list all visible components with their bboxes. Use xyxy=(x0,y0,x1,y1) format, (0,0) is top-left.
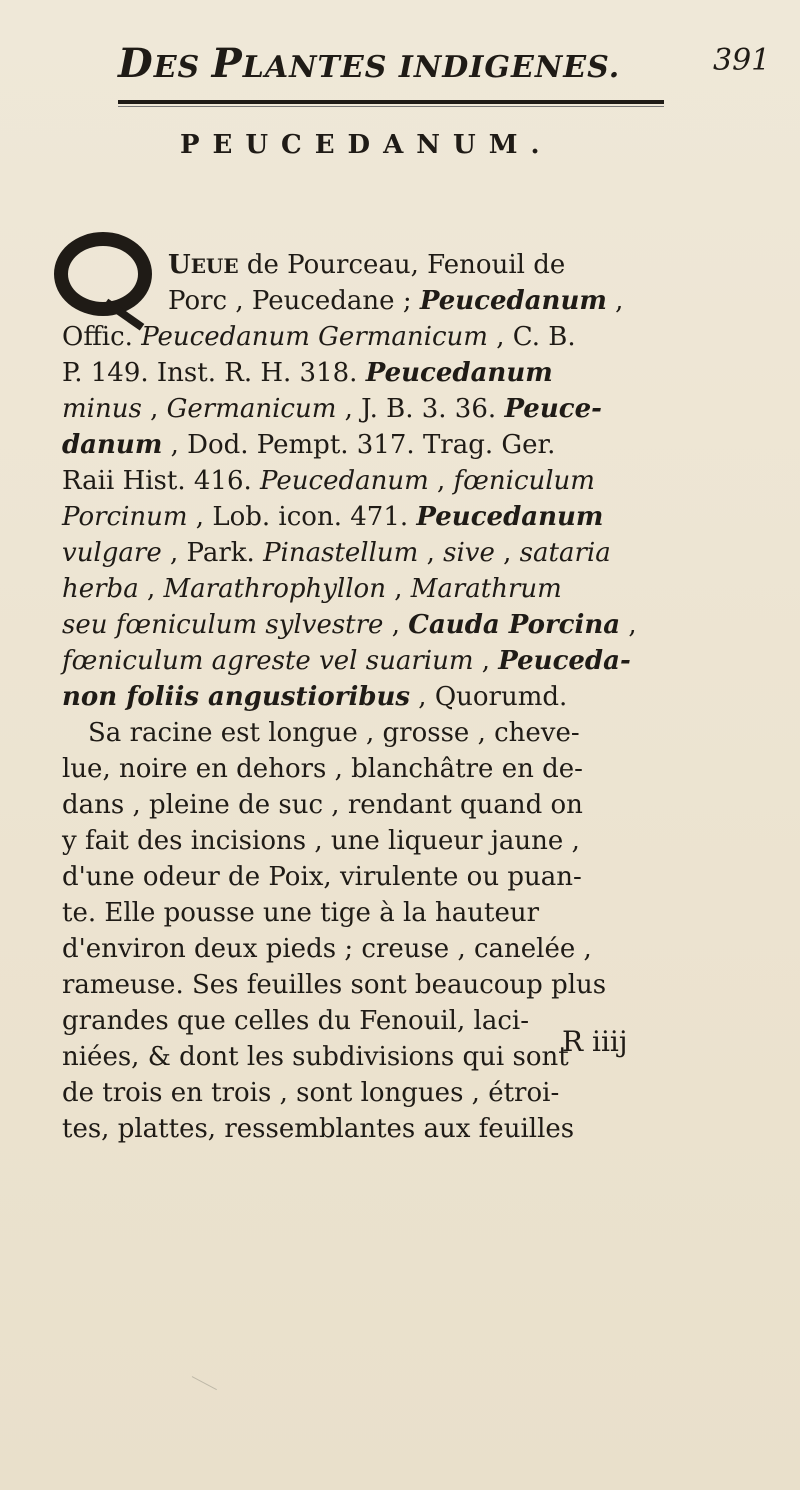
text-line xyxy=(62,824,580,858)
text-line xyxy=(62,1004,529,1038)
text-segment: fœniculum xyxy=(453,466,595,496)
text-line xyxy=(62,644,631,678)
text-segment: P. 149. Inst. R. H. 318. xyxy=(62,358,366,388)
text-segment: danum xyxy=(62,430,163,460)
text-segment: Porc , Peucedane ; xyxy=(168,286,420,316)
text-segment: Peucedanum xyxy=(419,286,607,316)
text-line xyxy=(62,608,637,642)
running-head xyxy=(118,40,620,87)
text-segment: , xyxy=(620,610,637,640)
text-segment: d'environ deux pieds ; creuse , canelée , xyxy=(62,934,592,964)
page-header xyxy=(0,40,800,90)
text-segment: , xyxy=(141,394,167,424)
text-segment: , xyxy=(383,610,409,640)
text-segment: sive xyxy=(443,538,495,568)
text-segment: Peucedanum xyxy=(416,502,604,532)
text-segment: y fait des incisions , une liqueur jaune , xyxy=(62,826,580,856)
text-line xyxy=(62,1112,574,1146)
text-segment: , xyxy=(428,466,454,496)
text-segment: , xyxy=(494,538,520,568)
drop-cap-q-letter xyxy=(54,232,152,316)
text-segment: rameuse. Ses feuilles sont beaucoup plus xyxy=(62,970,607,1000)
text-segment: Pinastellum xyxy=(263,538,419,568)
text-segment: , J. B. 3. 36. xyxy=(336,394,505,424)
text-segment: herba xyxy=(62,574,139,604)
header-rule-thin xyxy=(118,106,664,107)
text-segment: , xyxy=(606,286,624,316)
running-head-plantes-rest: LANTES xyxy=(242,50,399,85)
text-segment: niées, & dont les subdivisions qui sont xyxy=(62,1042,569,1072)
text-segment: de trois en trois , sont longues , étroi- xyxy=(62,1078,560,1108)
text-segment: , Quorumd. xyxy=(410,682,568,712)
text-segment: Sa racine est longue , grosse , cheve- xyxy=(88,718,580,748)
text-segment: , xyxy=(138,574,164,604)
text-line xyxy=(62,680,567,714)
text-line xyxy=(62,464,595,498)
text-segment: Raii Hist. 416. xyxy=(62,466,261,496)
page-stain-mark xyxy=(187,1376,217,1399)
text-segment: Porcinum xyxy=(62,502,188,532)
text-segment: Peucedanum xyxy=(365,358,553,388)
text-line xyxy=(62,896,539,930)
text-segment: , xyxy=(473,646,499,676)
page-number: 391 xyxy=(713,43,771,78)
running-head-des-rest: ES xyxy=(153,50,212,85)
text-segment: sataria xyxy=(519,538,611,568)
running-head-indigenes: INDIGENES. xyxy=(398,50,621,85)
text-segment: dans , pleine de suc , rendant quand on xyxy=(62,790,583,820)
text-segment: vulgare xyxy=(62,538,162,568)
text-line xyxy=(62,392,602,426)
text-segment: , Dod. Pempt. 317. Trag. Ger. xyxy=(162,430,556,460)
text-segment: grandes que celles du Fenouil, laci- xyxy=(62,1006,530,1036)
running-head-plantes-initial: P xyxy=(211,40,243,87)
text-segment: te. Elle pousse une tige à la hauteur xyxy=(62,898,540,928)
section-title: PEUCEDANUM. xyxy=(180,130,553,160)
text-segment: seu fœniculum sylvestre xyxy=(62,610,384,640)
text-segment: , Park. xyxy=(161,538,264,568)
text-segment: U xyxy=(168,250,191,280)
text-segment: Cauda Porcina xyxy=(408,610,621,640)
text-segment: minus xyxy=(62,394,142,424)
text-line xyxy=(62,1040,569,1074)
text-line xyxy=(62,788,583,822)
text-segment: Peucedanum xyxy=(260,466,429,496)
text-segment: , xyxy=(385,574,411,604)
text-line xyxy=(88,716,580,750)
text-line xyxy=(62,752,583,786)
text-segment: Marathrum xyxy=(410,574,562,604)
text-segment: d'une odeur de Poix, virulente ou puan- xyxy=(62,862,582,892)
text-line xyxy=(62,428,555,462)
text-line xyxy=(62,968,606,1002)
text-line xyxy=(62,1076,559,1110)
text-segment: fœniculum agreste vel suarium xyxy=(62,646,474,676)
text-segment: , xyxy=(418,538,444,568)
header-rule xyxy=(118,100,664,104)
text-segment: EUE xyxy=(190,254,239,278)
text-line xyxy=(62,932,592,966)
text-segment: Marathrophyllon xyxy=(163,574,386,604)
text-segment: Germanicum xyxy=(166,394,337,424)
text-line xyxy=(62,860,582,894)
text-segment: non foliis angustioribus xyxy=(62,682,411,712)
text-segment: , C. B. xyxy=(487,322,576,352)
text-segment: , Lob. icon. 471. xyxy=(187,502,417,532)
text-line xyxy=(168,284,623,318)
text-segment: Peuceda- xyxy=(498,646,631,676)
text-segment: tes, plattes, ressemblantes aux feuilles xyxy=(62,1114,575,1144)
text-segment: Peuce- xyxy=(504,394,602,424)
text-line xyxy=(62,572,562,606)
signature-mark: R iiij xyxy=(562,1025,628,1058)
text-segment: Offic. xyxy=(62,322,142,352)
text-line xyxy=(62,536,611,570)
text-segment: Peucedanum Germanicum xyxy=(141,322,488,352)
text-line xyxy=(168,248,565,283)
running-head-des-initial: D xyxy=(118,40,154,87)
text-segment: de Pourceau, Fenouil de xyxy=(238,250,566,280)
text-line xyxy=(62,320,576,354)
text-line xyxy=(62,356,553,390)
text-segment: lue, noire en dehors , blanchâtre en de- xyxy=(62,754,583,784)
text-line xyxy=(62,500,603,534)
